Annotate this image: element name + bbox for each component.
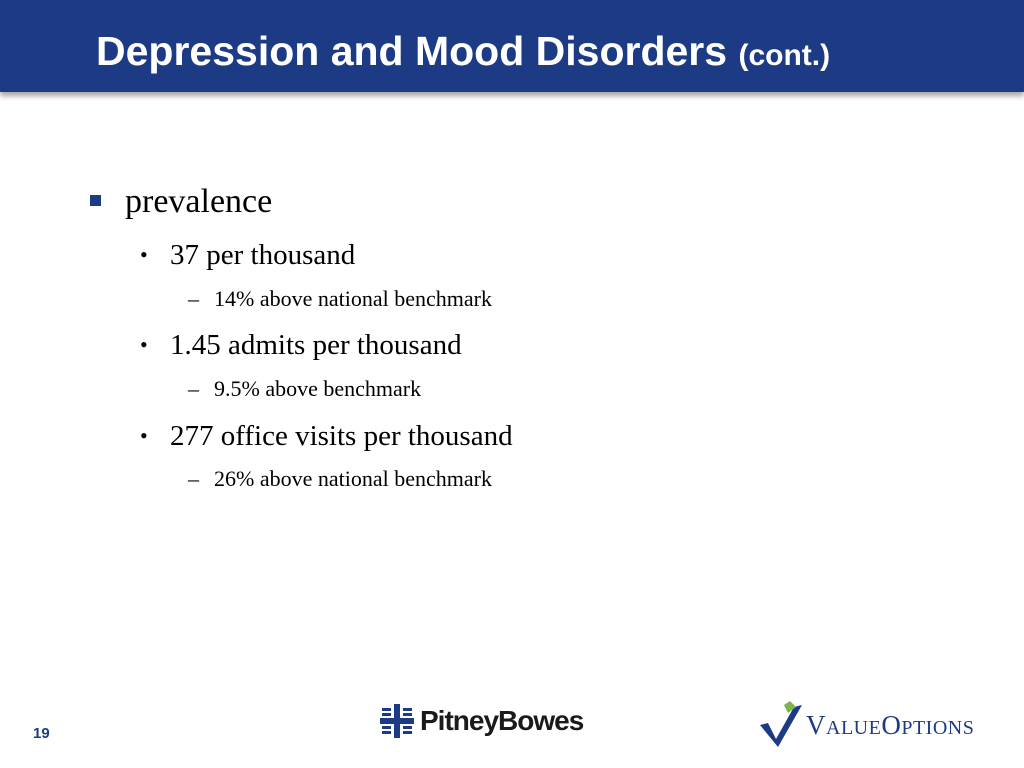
list-item: 37 per thousand [170,239,356,271]
dot-bullet-icon: • [140,242,148,267]
check-mark-icon [758,701,804,749]
dash-bullet-icon: – [188,376,199,401]
pitney-bowes-mark-icon [380,704,414,738]
slide-title-text: Depression and Mood Disorders [96,28,728,74]
sub-list-item: 9.5% above benchmark [214,376,422,401]
valueoptions-text-o: O [881,709,902,740]
valueoptions-text-ptions: PTIONS [901,716,975,739]
dot-bullet-icon: • [140,332,148,357]
pitney-bowes-logo [380,702,583,740]
list-item: 277 office visits per thousand [170,420,513,452]
valueoptions-text-alue: ALUE [826,716,882,739]
dash-bullet-icon: – [188,286,199,311]
valueoptions-text [806,710,974,741]
dash-bullet-icon: – [188,466,199,491]
valueoptions-logo [758,700,974,750]
sub-list-item: 26% above national benchmark [214,466,492,491]
list-item: 1.45 admits per thousand [170,329,462,361]
valueoptions-text-v: V [806,709,826,740]
pitney-bowes-text: PitneyBowes [420,705,584,736]
square-bullet-icon [90,195,101,206]
slide-title-suffix: (cont.) [738,39,831,72]
sub-list-item: 14% above national benchmark [214,286,492,311]
dot-bullet-icon: • [140,423,148,448]
page-number: 19 [33,725,50,742]
heading-prevalence: prevalence [125,183,273,220]
